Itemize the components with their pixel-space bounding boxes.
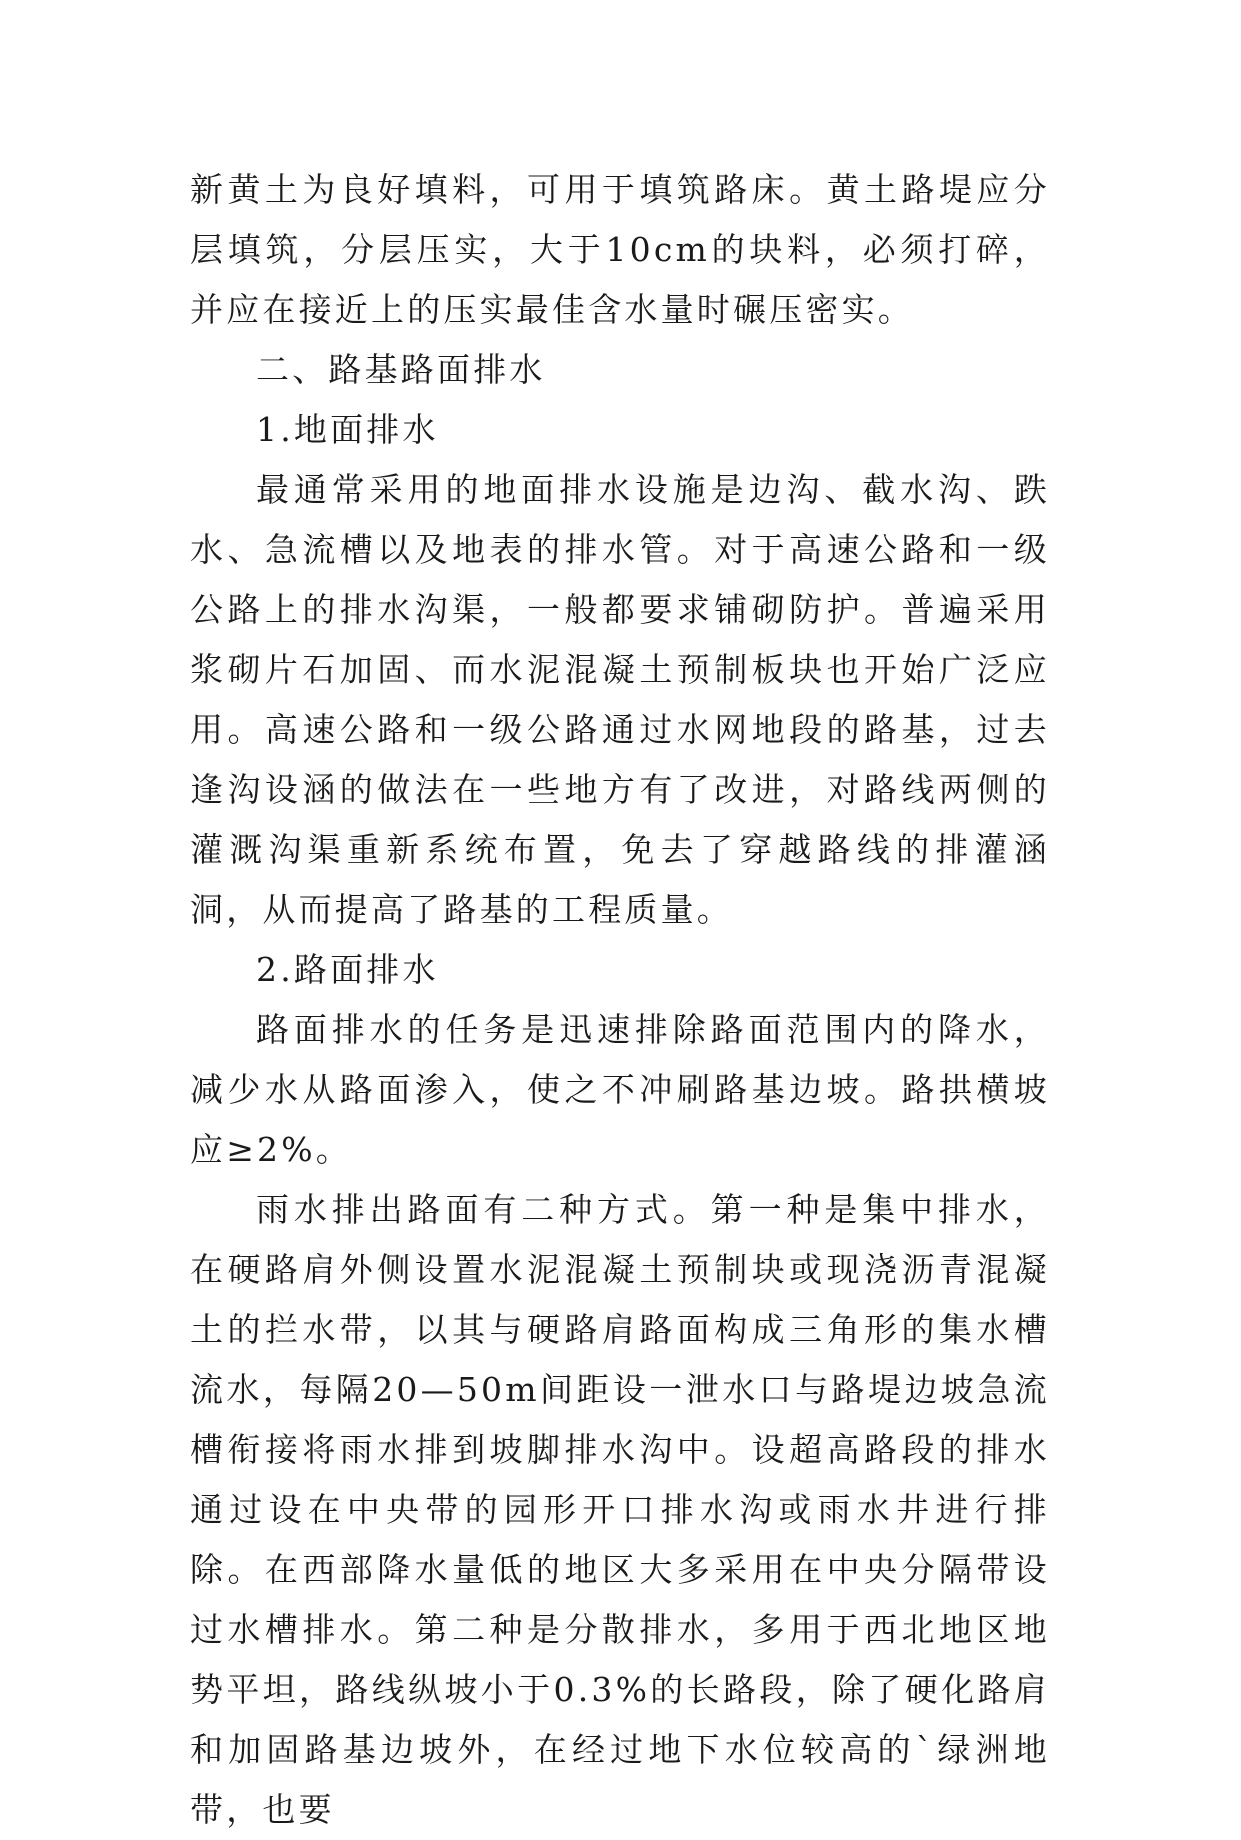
- document-body: [190, 160, 1050, 1840]
- paragraph-loess-fill: 新黄土为良好填料，可用于填筑路床。黄土路堤应分层填筑，分层压实，大于10cm的块料，必须打碎，并应在接近上的压实最佳含水量时碾压密实。: [190, 170, 1050, 329]
- section-heading-drainage: 二、路基路面排水: [256, 350, 546, 389]
- paragraph-pavement-drainage-task: 路面排水的任务是迅速排除路面范围内的降水，减少水从路面渗入，使之不冲刷路基边坡。路拱横坡应≥2%。: [190, 1010, 1050, 1169]
- paragraph-rainwater-methods: 雨水排出路面有二种方式。第一种是集中排水，在硬路肩外侧设置水泥混凝土预制块或现浇沥青混凝土的拦水带，以其与硬路肩路面构成三角形的集水槽流水，每隔20—50m间距设一泄水口与路堤边坡急流槽衔接将雨水排到坡脚排水沟中。设超高路段的排水通过设在中央带的园形开口排水沟或雨水井进行排除。在西部降水量低的地区大多采用在中央分隔带设过水槽排水。第二种是分散排水，多用于西北地区地势平坦，路线纵坡小于0.3%的长路段，除了硬化路肩和加固路基边坡外，在经过地下水位较高的`绿洲地带，也要: [190, 1190, 1050, 1829]
- paragraph-ground-drainage: 最通常采用的地面排水设施是边沟、截水沟、跌水、急流槽以及地表的排水管。对于高速公路和一级公路上的排水沟渠，一般都要求铺砌防护。普遍采用浆砌片石加固、而水泥混凝土预制板块也开始广泛应用。高速公路和一级公路通过水网地段的路基，过去逢沟设涵的做法在一些地方有了改进，对路线两侧的灌溉沟渠重新系统布置，免去了穿越路线的排灌涵洞，从而提高了路基的工程质量。: [190, 470, 1050, 929]
- subheading-ground-drainage: 1.地面排水: [256, 410, 439, 449]
- subheading-pavement-drainage: 2.路面排水: [256, 950, 439, 989]
